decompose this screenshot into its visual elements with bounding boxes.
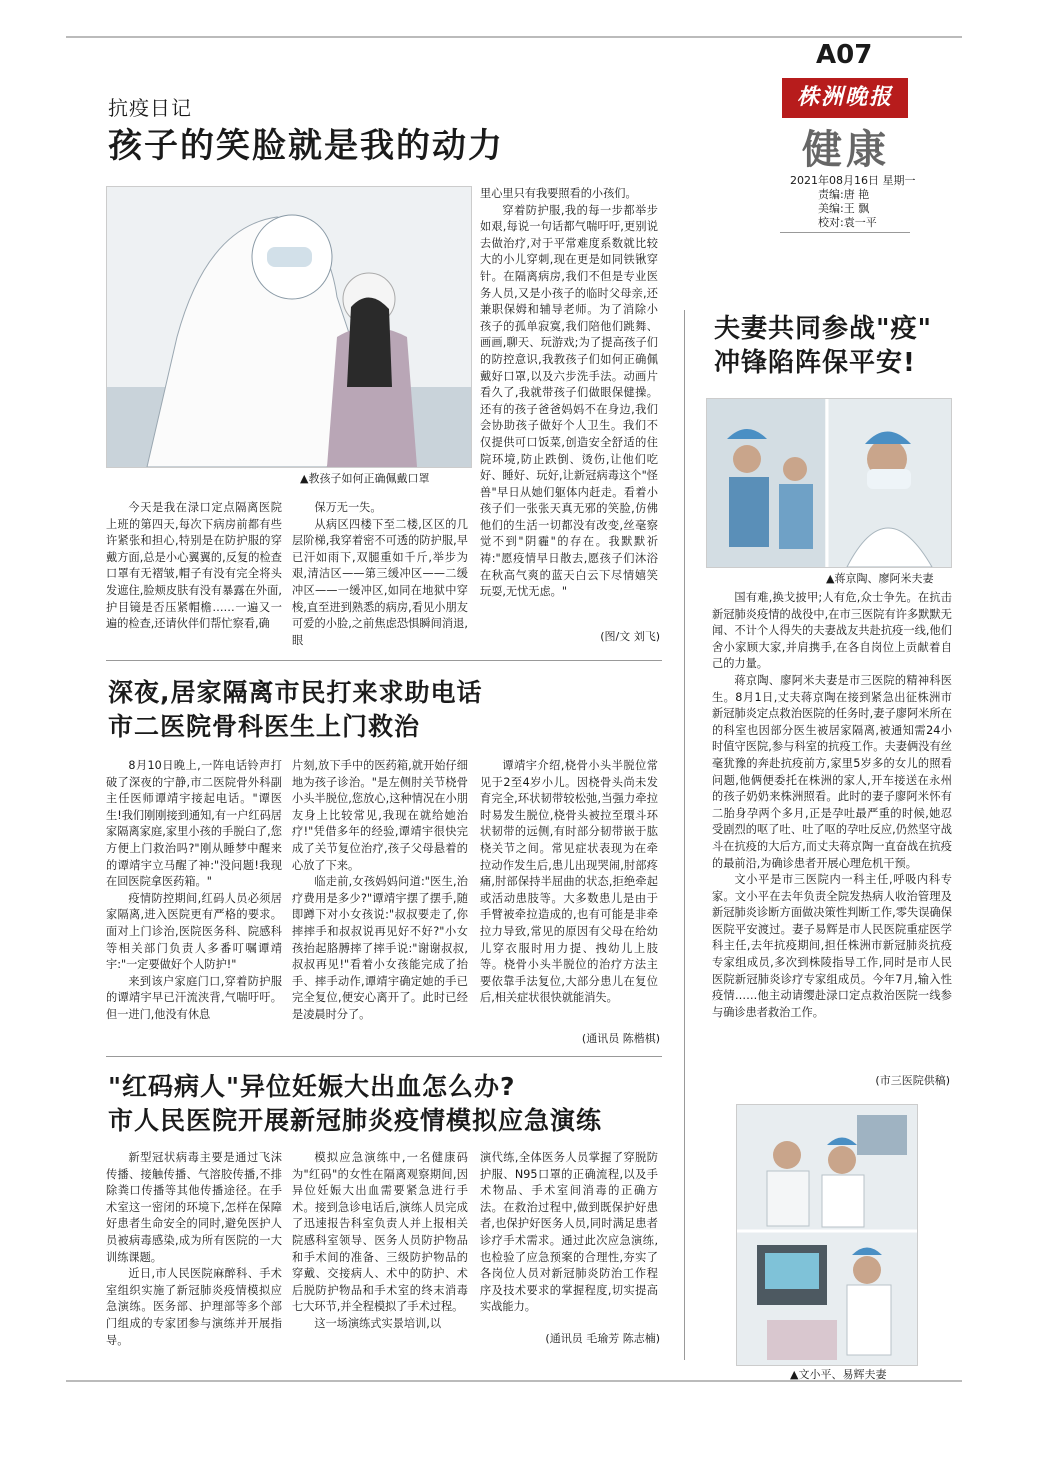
page-number: A07 — [816, 40, 873, 70]
article3-credit: (通讯员 毛瑜芳 陈志楠) — [545, 1332, 660, 1345]
article1-col2-para: 从病区四楼下至二楼,区区的几层阶梯,我穿着密不可透的防护服,早已汗如雨下,双腿重如千斤,举步为艰,清洁区——第三缓冲区——二缓冲区——一缓冲区,如同在地狱中穿梭,直至进到熟悉的病房,看见小朋友可爱的小脸,之前焦虑恐惧瞬间消退,眼 — [292, 517, 468, 647]
article1-col3-para: 里心里只有我要照看的小孩们。 — [480, 187, 637, 200]
article2-rule — [106, 1056, 662, 1057]
article2-column-2 — [292, 758, 468, 1048]
column-divider — [684, 310, 685, 1360]
designer-credit: 美编:王 飘 — [818, 202, 870, 215]
article4-photo-1 — [706, 398, 952, 568]
article2-col1-para: 来到该户家庭门口,穿着防护服的谭靖宇早已汗流浃背,气喘吁吁。但一进门,他没有休息 — [106, 974, 282, 1021]
article2-column-1 — [106, 758, 282, 1048]
article2-credit: (通讯员 陈楷棋) — [581, 1032, 660, 1045]
medic-child-illustration — [107, 187, 471, 467]
article3-column-1 — [106, 1150, 282, 1350]
article4-para: 国有难,换戈披甲;人有危,众士争先。在抗击新冠肺炎疫情的战役中,在市三医院有许多默默无闻、不计个人得失的夫妻战友共赴抗疫一线,他们舍小家顾大家,并肩携手,在各自岗位上贡献着自己的力量。 — [712, 591, 952, 671]
article2-col1-para: 8月10日晚上,一阵电话铃声打破了深夜的宁静,市二医院骨外科副主任医师谭靖宇接起电话。"谭医生!我们刚刚接到通知,有一户红码居家隔离家庭,家里小孩的手脱臼了,您方便上门救治吗?"刚从睡梦中醒来的谭靖宇立马醒了神:"没问题!我现在回医院拿医药箱。" — [106, 759, 282, 889]
masthead-rule — [780, 232, 910, 233]
article2-column-3 — [480, 758, 658, 1048]
article1-rule — [106, 660, 662, 661]
editor-credit: 责编:唐 艳 — [818, 188, 870, 201]
article3-title-line1: "红码病人"异位妊娠大出血怎么办? — [108, 1072, 516, 1101]
article3-title-line2: 市人民医院开展新冠肺炎疫情模拟应急演练 — [108, 1106, 603, 1135]
article1-column-3 — [480, 186, 658, 646]
article2-col2-para: 片刻,放下手中的医药箱,就开始仔细地为孩子诊治。"是左侧肘关节桡骨小头半脱位,您放心,这种情况在小朋友身上比较常见,我现在就给她治疗!"凭借多年的经验,谭靖宇很快完成了关节复位治疗,孩子父母悬着的心放了下来。 — [292, 759, 468, 872]
article4-para: 文小平是市三医院内一科主任,呼吸内科专家。文小平在去年负责全院发热病人收治管理及新冠肺炎诊断方面做决策性判断工作,零失误确保医院平安渡过。妻子易辉是市人民医院重症医学科主任,去年抗疫期间,担任株洲市新冠肺炎抗疫专家组成员,多次到株陵指导工作,同时是市人民医院新冠肺炎诊疗专家组成员。今年7月,输入性疫情……他主动请缨赴渌口定点救治医院一线参与确诊患者救治工作。 — [712, 873, 952, 1019]
article2-col3-para: 谭靖宇介绍,桡骨小头半脱位常见于2至4岁小儿。因桡骨头尚未发育完全,环状韧带较松弛,当强力牵拉时易发生脱位,桡骨头被拉至環斗环状韧带的远侧,有时部分韧带嵌于肱桡关节之间。常见症状表现为在牵拉动作发生后,患儿出现哭闹,肘部疼痛,肘部保持半屈曲的状态,拒绝牵起或活动患肢等。大多数患儿是由于手臂被牵拉造成的,也有可能是非牵拉力导致,常见的原因有父母在给幼儿穿衣服时用力提、拽幼儿上肢等。桡骨小头半脱位的治疗方法主要依靠手法复位,大部分患儿在复位后,相关症状很快就能消失。 — [480, 759, 658, 1005]
article4-para: 蒋京陶、廖阿米夫妻是市三医院的精神科医生。8月1日,丈夫蒋京陶在接到紧急出征株洲市新冠肺炎定点救治医院的任务时,妻子廖阿米所在的科室也因部分医生被居家隔离,被通知需24小时值守医院,参与科室的抗疫工作。夫妻俩没有丝毫犹豫的奔赴抗疫前方,家里5岁多的女儿的照看问题,他俩便委托在株洲的家人,开车接送在永州的孩子奶奶来株洲照看。此时的妻子廖阿米怀有二胎身孕两个多月,正是孕吐最严重的时候,她忍受剧烈的呕了吐、吐了呕的孕吐反应,仍然坚守战斗在抗疫的大后方,而丈夫蒋京陶一直奋战在抗疫的最前沿,为确诊患者开展心理危机干预。 — [712, 673, 952, 870]
section-name: 健康 — [802, 127, 890, 173]
article3-col3-para: 演代练,全体医务人员掌握了穿脱防护服、N95口罩的正确流程,以及手术物品、手术室间消毒的正确方法。在救治过程中,做到既保护好患者,也保护好医务人员,同时满足患者诊疗手术需求。通过此次应急演练,也检验了应急预案的合理性,夯实了各岗位人员对新冠肺炎防治工作程序及技术要求的掌握程度,切实提高实战能力。 — [480, 1151, 658, 1314]
top-rule — [66, 36, 962, 38]
article4-title-line1: 夫妻共同参战"疫" — [714, 314, 933, 344]
article2-title-line2: 市二医院骨科医生上门救治 — [108, 712, 421, 741]
article3-col1-para: 新型冠状病毒主要是通过飞沫传播、接触传播、气溶胶传播,不排除粪口传播等其他传播途径。在手术室这一密闭的环境下,怎样在保障好患者生命安全的同时,避免医护人员被病毒感染,成为所有医院的一大训练课题。 — [106, 1151, 282, 1264]
article4-column — [712, 590, 952, 1065]
article1-kicker: 抗疫日记 — [108, 96, 192, 120]
article1-column-1 — [106, 500, 282, 650]
article1-photo — [106, 186, 472, 468]
article2-col2-para: 临走前,女孩妈妈问道:"医生,治疗费用是多少?"谭靖宇摆了摆手,随即蹲下对小女孩说:"叔叔要走了,你摔摔手和叔叔说再见好不好?"小女孩抬起胳膊摔了摔手说:"谢谢叔叔,叔叔再见!"看着小女孩能完成了抬手、摔手动作,谭靖宇确定她的手已完全复位,便安心离开了。此时已经是凌晨时分了。 — [292, 875, 468, 1021]
article2-col1-para: 疫情防控期间,红码人员必须居家隔离,进入医院更有严格的要求。面对上门诊治,医院医务科、院感科等相关部门负责人多番叮嘱谭靖宇:"一定要做好个人防护!" — [106, 891, 282, 972]
article1-col3-para: 穿着防护服,我的每一步都举步如艰,每说一句话都气喘吁吁,更别说去做治疗,对于平常难度系数就比较大的小儿穿刺,现在更是如同铁锹穿针。在隔离病房,我们不但是专业医务人员,又是小孩子的临时父母亲,还兼职保姆和辅导老师。为了消除小孩子的孤单寂寞,我们陪他们跳舞、画画,聊天、玩游戏;为了提高孩子们的防控意识,我教孩子们如何正确佩戴好口罩,以及六步洗手法。动画片看久了,我就带孩子们做眼保健操。还有的孩子爸爸妈妈不在身边,我们会协助孩子做好个人卫生。我们不仅提供可口饭菜,创造安全舒适的住院环境,防止跌倒、烫伤,让他们吃好、睡好、玩好,让新冠病毒这个"怪兽"早日从她们躯体内赶走。看着小孩子们一张张天真无邪的笑脸,仿佛他们的生活一切都没有改变,丝毫察觉不到"阴霾"的存在。我默默祈祷:"愿疫情早日散去,愿孩子们沐浴在秋高气爽的蓝天白云下尽情嬉笑玩耍,无忧无虑。" — [480, 203, 658, 599]
article4-photo-2 — [736, 1104, 918, 1366]
couple-photo-illustration-1 — [707, 399, 951, 567]
article1-photo-caption: ▲教孩子如何正确佩戴口罩 — [300, 472, 430, 485]
issue-date: 2021年08月16日 星期一 — [790, 174, 916, 187]
couple-photo-illustration-2 — [737, 1105, 917, 1365]
article4-credit: (市三医院供稿) — [875, 1074, 950, 1087]
article1-col1-para: 今天是我在渌口定点隔离医院上班的第四天,每次下病房前都有些许紧张和担心,特别是在防护服的穿戴方面,总是小心翼翼的,反复的检查口罩有无褶皱,帽子有没有完全将头发遮住,脸颊皮肤有没有暴露在外面,护目镜是否压紧帽檐……一遍又一遍的检查,还请伙伴们帮忙察看,确 — [106, 501, 282, 631]
proofreader-credit: 校对:袁一平 — [818, 216, 877, 229]
paper-logo: 株洲晚报 — [782, 78, 908, 118]
article3-col1-para: 近日,市人民医院麻醉科、手术室组织实施了新冠肺炎疫情模拟应急演练。医务部、护理部等多个部门组成的专家团参与演练并开展指导。 — [106, 1267, 282, 1347]
article4-photo-2-caption: ▲文小平、易辉夫妻 — [790, 1368, 887, 1381]
article1-col2-para: 保万无一失。 — [314, 501, 382, 514]
article3-col2-para: 模拟应急演练中,一名健康码为"红码"的女性在隔离观察期间,因异位妊娠大出血需要紧急进行手术。接到急诊电话后,演练人员完成了迅速报告科室负责人并上报相关院感科室领导、医务人员防护物品和手术间的准备、三级防护物品的穿戴、交接病人、术中的防护、术后脱防护物品和手术室的终末消毒七大环节,并全程模拟了手术过程。 — [292, 1151, 468, 1314]
article1-column-2 — [292, 500, 468, 650]
article4-title-line2: 冲锋陷阵保平安! — [714, 348, 916, 378]
article1-credit: (图/文 刘飞) — [600, 630, 660, 643]
article3-column-3 — [480, 1150, 658, 1325]
article4-photo-1-caption: ▲蒋京陶、廖阿米夫妻 — [826, 572, 934, 585]
article1-title: 孩子的笑脸就是我的动力 — [108, 126, 504, 166]
article3-col2-para: 这一场演练式实景培训,以 — [314, 1316, 442, 1330]
article2-title-line1: 深夜,居家隔离市民打来求助电话 — [108, 678, 483, 707]
article3-column-2 — [292, 1150, 468, 1350]
